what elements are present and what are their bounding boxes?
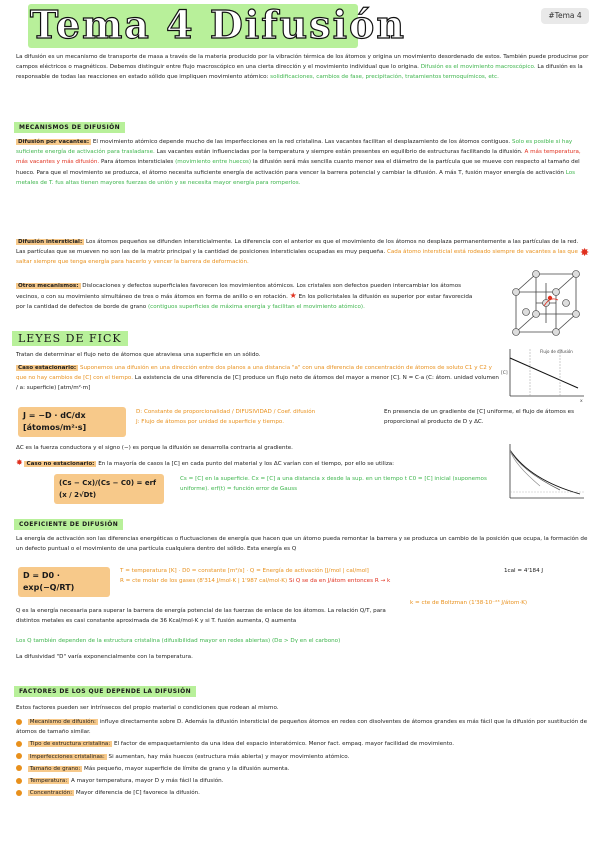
factor-name: Imperfecciones cristalinas: xyxy=(29,753,105,760)
bullet-icon xyxy=(16,741,22,747)
vacantes-text-1: El movimiento atómico depende mucho de las imperfecciones en la red cristalina. Las vacantes facilitan el desplazamiento de los átomos contiguos. xyxy=(92,139,511,145)
fick-definitions xyxy=(136,407,369,427)
factor-item xyxy=(16,776,589,786)
factor-name: Concentración: xyxy=(29,790,73,797)
fick-intro: Tratan de determinar el flujo neto de átomos que atraviesa una superficie en un sólido. xyxy=(16,352,261,358)
intro-green-2: solidificaciones, cambios de fase, precipitación, tratamientos termoquímicos, etc. xyxy=(270,74,499,81)
star-icon-3: ✸ xyxy=(16,458,23,467)
intersticial-text: Los átomos pequeños se difunden intersticialmente. La diferencia con el anterior es que el movimiento de los átomos no desplaza permanentemente a las partículas de la red. Las partículas que se mueven no son las de la matriz principal y la cantidad de posiciones intersticiales ocupadas es muy pequeña. xyxy=(16,239,579,256)
fick-first-law-formula: J = −D · dC/dx [átomos/m²·s] xyxy=(18,407,126,437)
concentration-profile-graph xyxy=(500,440,588,506)
arrhenius-formula: D = D0 · exp(−Q/RT) xyxy=(18,567,110,597)
otros-label: Otros mecanismos: xyxy=(18,283,79,289)
factores-list xyxy=(16,717,589,798)
bullet-icon xyxy=(16,753,22,759)
cx-definition: Cx = [C] a una distancia x desde la sup. en un tiempo t xyxy=(251,476,407,482)
factor-text: Mayor diferencia de [C] favorece la difusión. xyxy=(75,790,200,797)
estacionario-label: Caso estacionario: xyxy=(18,365,77,371)
factor-item xyxy=(16,752,589,762)
coeficiente-green: Los Q también dependen de la estructura cristalina (difusibilidad mayor en redes abiertas) (Dα > Dγ en el carbono) xyxy=(16,638,341,644)
factor-text: Si aumentan, hay más huecos (estructura más abierta) y mayor movimiento atómico. xyxy=(108,753,350,760)
star-icon: ★ xyxy=(289,291,297,301)
estacionario-orange: Suponemos una difusión en una dirección entre dos planos a una distancia "a" con una diferencia de concentración de átomos de soluto C1 y C2 y que no hay cambios de [C] con el tiempo. xyxy=(16,365,492,382)
graph-xlabel: x xyxy=(580,399,583,404)
bullet-icon xyxy=(16,790,22,796)
vacantes-label: Difusión por vacantes: xyxy=(18,139,90,145)
coeficiente-text-3: La difusividad "D" varía exponencialmente con la temperatura. xyxy=(16,654,193,660)
otros-red: En los policristales la difusión es superior por estar favorecida por la cantidad de defectos de borde de grano xyxy=(16,294,473,311)
gradient-text: En presencia de un gradiente de [C] uniforme, el flujo de átomos es proporcional al producto de D y ΔC. xyxy=(384,409,575,426)
bullet-icon xyxy=(16,719,22,725)
erf-definition: erf(t) = función error de Gauss xyxy=(210,486,298,493)
k-definition: k = cte de Boltzman (1'38·10⁻²³ J/átom·K) xyxy=(410,600,528,606)
vacantes-text-4: la difusión será más sencilla cuanto menor sea el diámetro de la partícula que se mueve con respecto al tamaño del hueco. Para que el movimiento se produzca, el átomo necesita suficiente energía de activación para vencer la barrera potencial y cambiar la difusión. A más T, fusión mayor energía de activación xyxy=(16,159,580,176)
factor-item xyxy=(16,788,589,798)
intro-text-1: La difusión es un mecanismo de transporte de masa a través de la materia producido por la vibración térmica de los átomos y origina un movimiento desordenado de estos. También puede producirse por campos eléctricos o magnéticos. Debemos distinguir entre flujo macroscópico en una cierta dirección y el movimiento individual que lo origina. xyxy=(16,54,589,71)
r-definition: R = cte molar de los gases (8'314 J/mol·K | 1'987 cal/mol·K) xyxy=(120,578,288,585)
factor-name: Temperatura: xyxy=(29,778,68,785)
intro-green-1: Difusión es el movimiento macroscópico. xyxy=(420,64,536,71)
bullet-icon xyxy=(16,765,22,771)
vacantes-green-2: (movimiento entre huecos) xyxy=(175,159,252,166)
j-definition: J: Flujo de átomos por unidad de superficie y tiempo. xyxy=(136,419,285,426)
d-definition: D: Constante de proporcionalidad / DIFUSIVIDAD / Coef. difusión xyxy=(136,409,316,415)
estacionario-text: La existencia de una diferencia de [C] produce un flujo neto de átomos del mayor a menor [C]. N = C·a (C: átom. unidad volumen / a: superficie) [atm/m²·m] xyxy=(16,375,499,392)
page-title: Tema 4 Difusión xyxy=(30,2,406,47)
section-mecanismos-label: MECANISMOS DE DIFUSIÓN xyxy=(14,122,125,133)
intersticial-paragraph xyxy=(16,237,589,268)
cs-definition: Cs = [C] en la superficie. xyxy=(180,476,250,482)
factor-text: Más pequeño, mayor superficie de límite de grano y la difusión aumenta. xyxy=(84,765,290,772)
factor-text: El factor de empaquetamiento da una idea del espacio interatómico. Menor fact. empaq. mayor facilidad de movimiento. xyxy=(114,741,455,748)
vacantes-red: A más temperatura, más vacantes y más difusión. xyxy=(16,149,581,166)
intersticial-green: Cada átomo intersticial está rodeado siempre de vacantes a las que saltar siempre que tenga energía para hacerlo y vencer la barrera de deformación. xyxy=(16,249,578,266)
star-icon-2: ✸ xyxy=(580,246,590,259)
estacionario-paragraph xyxy=(16,363,499,394)
section-fick-label: LEYES DE FICK xyxy=(12,331,128,346)
delta-text: ΔC es la fuerza conductora y el signo (−) es porque la difusión se desarrolla contraria al gradiente. xyxy=(16,445,293,451)
vacantes-text-2: Las vacantes están influenciadas por la temperatura y siempre están presentes en equilibrio de estructuras facilitando la difusión. xyxy=(156,149,523,156)
fick-second-law-formula: (Cs − Cx)/(Cs − C0) = erf (x / 2√Dt) xyxy=(54,474,164,504)
q-relation: Si Q se da en J/átom entonces R → k xyxy=(288,578,391,585)
factor-item xyxy=(16,739,589,749)
tema-tag: #Tema 4 xyxy=(541,8,589,24)
no-estacionario-text: En la mayoría de casos la [C] en cada punto del material y los ΔC varían con el tiempo, por ello se utiliza: xyxy=(98,461,395,467)
factor-item xyxy=(16,764,589,774)
erf-definitions xyxy=(180,474,489,494)
lattice-diagram xyxy=(506,262,592,348)
t-definition: T = temperatura [K] · D0 = constante [m²/s] · Q = Energía de activación [J/mol | cal/mol] xyxy=(120,568,369,574)
vacantes-green-3: Los metales de T. fus altas tienen mayores fuerzas de unión y se necesita mayor energía para romperlos. xyxy=(16,169,576,186)
cal-note: 1cal = 4'184 J xyxy=(504,568,544,574)
otros-text: Dislocaciones y defectos superficiales favorecen los movimientos atómicos. Los cristales son defectos pueden intercambiar los átomos vecinos, o con su movimiento simultáneo de tres o más átomos en forma de anillo o en rotación. xyxy=(16,283,462,301)
factor-item xyxy=(16,717,589,737)
coeficiente-text-2: Q es la energía necesaria para superar la barrera de energía potencial de las fuerzas de enlace de los átomos. La relación Q/T, para distintos metales es casi constante aproximada de 36 Kcal/mol·K y si T. fusión aumenta, Q aumenta xyxy=(16,608,386,625)
factor-text: A mayor temperatura, mayor D y más fácil la difusión. xyxy=(71,778,224,785)
c0-definition: C0 = [C] inicial (suponemos uniforme). xyxy=(180,476,487,493)
arrhenius-definitions xyxy=(120,566,499,586)
factor-name: Mecanismo de difusión: xyxy=(29,719,96,725)
otros-green: (contiguos superficies de máxima energía y facilitan el movimiento atómico). xyxy=(147,304,365,311)
r-line xyxy=(120,576,499,586)
no-estacionario-paragraph xyxy=(16,458,469,469)
vacantes-text-3: Para átomos intersticiales xyxy=(100,159,174,166)
graph-ylabel: [C] xyxy=(501,371,508,376)
section-factores-label: FACTORES DE LOS QUE DEPENDE LA DIFUSIÓN xyxy=(14,686,196,697)
factor-name: Tamaño de grano: xyxy=(29,765,81,772)
factores-intro: Estos factores pueden ser intrínsecos del propio material o condiciones que rodean al mismo. xyxy=(16,705,279,711)
intersticial-label: Difusión intersticial: xyxy=(18,239,83,245)
otros-paragraph xyxy=(16,281,479,313)
factor-text: influye directamente sobre D. Además la difusión intersticial de pequeños átomos en redes con disolventes de átomos grandes es más fácil que la difusión por sustitución de átomos de tamaño similar. xyxy=(16,719,588,736)
vacantes-green-1: Solo es posible si hay suficiente energía de activación para trasladarse. xyxy=(16,139,573,156)
coeficiente-text-1: La energía de activación son las diferencias energéticas o fluctuaciones de energía que hacen que un átomo pueda remontar la barrera y se produzca un cambio de la posición que ocupa, la formación de un defecto puntual o el movimiento de una partícula cualquiera dentro del sólido. Esta energía es Q xyxy=(16,536,588,553)
bullet-icon xyxy=(16,778,22,784)
intro-text-2: La difusión es la responsable de todas las reacciones en estado sólido que impliquen movimiento atómico: xyxy=(16,64,583,81)
flux-graph xyxy=(500,344,588,404)
intro-paragraph xyxy=(16,52,589,83)
no-estacionario-label: Caso no estacionario: xyxy=(26,461,95,467)
graph-title: Flujo de difusión xyxy=(540,349,573,354)
vacantes-paragraph xyxy=(16,137,589,188)
section-coeficiente-label: COEFICIENTE DE DIFUSIÓN xyxy=(14,519,123,530)
factor-name: Tipo de estructura cristalina: xyxy=(29,741,111,748)
